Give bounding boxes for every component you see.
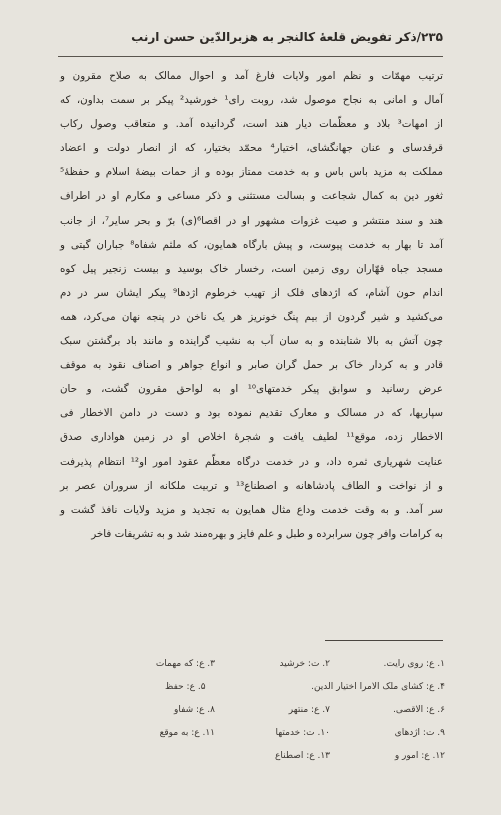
text-line: آمد تا بهار به خدمت پیوست، و پیش بارگاه همایون، که ملثم شفاه⁸ جباران گیتی و xyxy=(60,238,443,251)
header-rule xyxy=(58,56,443,57)
footnotes xyxy=(100,652,445,767)
text-line: ثغور دین به کمال شجاعت و بسالت مستثنی و ذکر مساعی و مکارم او در اطراف xyxy=(60,190,443,203)
text-line: آمال و امانی به نجاح موصول شد، روبت رای¹ خورشید² پیکر بر سمت بداون، که xyxy=(60,94,443,107)
footnote-row xyxy=(100,652,445,675)
text-line: چون آتش به بالا شتابنده و به سان آب به نشیب گراینده و مانند باد برگشتن سبک xyxy=(60,335,443,348)
text-line: عرض رسانید و سوابق پیکر خدمتهای¹⁰ او به لواحق مقرون گشت، و حان xyxy=(60,383,443,396)
text-line: قادر و به کردار خاک بر حمل گران صابر و انواع جواهر و اصناف نقود به موقف xyxy=(60,359,443,372)
text-line: ترتیب مهمّات و نظم امور ولایات فارغ آمد و احوال ممالک به صلاح مقرون و xyxy=(60,70,443,82)
text-line: سپاریها، که در مسالک و معارک تقدیم نموده بود و دست در دامن الاخطار فی xyxy=(60,407,443,420)
footnote-separator xyxy=(325,640,443,641)
text-line: می‌کشید و شیر گردون از بیم پنگ خونریز هر یک ناخن در پنجه نهان می‌کرد، همه xyxy=(60,310,443,323)
text-line: قرقدسای و عنان جهانگشای، اختیار⁴ محمّد بختیار، که از انصار دولت و اعضاد xyxy=(60,142,444,155)
footnote: ۸. ع: شفاو xyxy=(173,704,215,715)
text-line: به کرامات وافر چون سرابرده و طبل و علم فایز و بهره‌مند شد و به تشریفات فاخر xyxy=(91,527,443,540)
footnote: ۵. ع: حفظ xyxy=(165,681,206,692)
body-text xyxy=(60,64,443,546)
footnote-row xyxy=(100,744,445,767)
footnote: ۷. ع: منتهر xyxy=(288,704,330,715)
running-head: ۲۳۵/ذکر تفویض قلعهٔ کالنجر به هزبرالدّین حسن ارنب xyxy=(131,30,443,44)
footnote: ۹. ت: اژدهای xyxy=(394,727,445,738)
footnote: ۱. ع: روی رایت. xyxy=(383,658,445,669)
text-line: اندام حون آشام، که اژدهای فلک از تهیب خرطوم اژدها⁹ پیکر ایشان سر در دم xyxy=(60,286,443,299)
footnote: ۶. ع: الاقصی. xyxy=(393,704,445,715)
text-line: سر آمد. و به وقت خدمت وداع مثال همایون به تجدید و مزید ولایات نافذ گشت و xyxy=(60,503,443,516)
footnote: ۱۳. ع: اصطناع xyxy=(274,750,330,761)
text-line: هند و سند منتشر و صیت غزوات مشهور او در اقصا⁶(ی) برّ و بحر سایر⁷، از جانب xyxy=(60,214,444,227)
text-line: مسجد جباه قهّاران روی زمین است، رخسار خاک بوسید و بیست زنجیر پیل کوه xyxy=(60,262,443,275)
footnote: ۳. ع: که مهمات xyxy=(155,658,215,669)
footnote-row xyxy=(100,698,445,721)
text-line: مملکت به مزید باس باس و به خدمت ممتاز بوده و از حمات بیضهٔ اسلام و حفظهٔ⁵ xyxy=(60,166,443,179)
text-line: عنایت شهریاری ثمره داد، و در خدمت درگاه معظّم عقود امور او¹² انتظام پذیرفت xyxy=(60,455,443,468)
footnote: ۱۱. ع: به موقع xyxy=(159,727,215,738)
footnote: ۱۲. ع: امور و xyxy=(394,750,445,761)
footnote-row xyxy=(100,721,445,744)
footnote: ۱۰. ت: خدمتها xyxy=(275,727,330,738)
footnote: ۲. ت: خرشید xyxy=(279,658,330,669)
text-line: و از نواخت و الطاف پادشاهانه و اصطناع¹³ و تربیت ملکانه از سروران عصر بر xyxy=(60,479,444,492)
text-line: الاخطار زده، موقع¹¹ لطیف یافت و شجرهٔ اخلاص او در زمین هواداری صدق xyxy=(60,431,444,444)
text-line: از امهات³ بلاد و معظّمات دیار هند است، گردانیده آمد. و متعاقب وصول رکاب xyxy=(60,118,444,131)
footnote: ۴. ع: کشای ملک الامرا اختیار الدین. xyxy=(311,681,445,692)
footnote-row xyxy=(100,675,445,698)
